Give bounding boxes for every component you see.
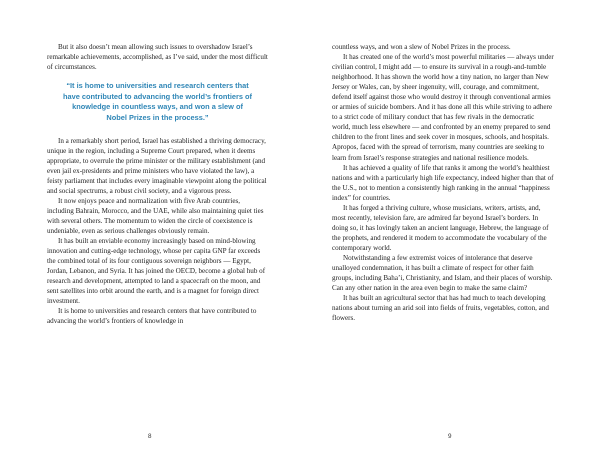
- page-number: 8: [148, 433, 152, 440]
- paragraph: It is home to universities and research centers that have contributed to advancing the world’s frontiers of knowledge in: [47, 307, 257, 326]
- paragraph: In a remarkably short period, Israel has established a thriving democracy, unique in the region, including a Supreme Court prepared, when it deems appropriate, to overrule the prime minister or the military establishment (and even jail ex-presidents and prime ministers who have violated the law), a feisty parliament that includes every imaginable viewpoint along the political and social spectrums, a robust civil society, and a vigorous press.: [47, 136, 267, 195]
- paragraph: countless ways, and won a slew of Nobel Prizes in the process.: [332, 43, 511, 51]
- paragraph: It has built an agricultural sector that has had much to teach developing nations about turning an arid soil into fields of fruits, vegetables, cotton, and flowers.: [332, 294, 549, 323]
- paragraph: It has created one of the world’s most powerful militaries — always under civilian control, I might add — to ensure its survival in a rough-and-tumble neighborhood. It has shown the world how a tiny nation, no larger than New Jersey or Wales, can, by sheer ingenuity, will, courage, and commitment, defend itself against those who would destroy it through conventional armies or armies of suicide bombers. And it has done all this while striving to adhere to a strict code of military conduct that has few rivals in the democratic world, much less elsewhere — and confronted by an enemy prepared to send children to the front lines and seek cover in mosques, schools, and hospitals. Apropos, faced with the spread of terrorism, many countries are seeking to learn from Israel’s response strategies and national resilience models.: [332, 53, 554, 162]
- paragraph: It has built an enviable economy increasingly based on mind-blowing innovation and cutting-edge technology, whose per capita GNP far exceeds the combined total of its four contiguous sovereign neighbors — Egypt, Jordan, Lebanon, and Syria. It has joined the OECD, become a global hub of research and development, attempted to land a spacecraft on the moon, and sent satellites into orbit around the earth, and is a magnet for foreign direct investment.: [47, 236, 266, 306]
- page-number: 9: [448, 433, 452, 440]
- left-text-column: [47, 42, 268, 326]
- paragraph: It has forged a thriving culture, whose musicians, writers, artists, and, most recently, television fare, are admired far beyond Israel’s borders. In doing so, it has lovingly taken an ancient language, Hebrew, the language of the prophets, and rendered it modern to accommodate the vocabulary of the contemporary world.: [332, 203, 549, 252]
- pull-quote: “It is home to universities and research centers that have contributed to advancing the world’s frontiers of knowledge in countless ways, and won a slew of Nobel Prizes in the process.”: [62, 81, 253, 122]
- paragraph: It now enjoys peace and normalization with five Arab countries, including Bahrain, Morocco, and the UAE, while also maintaining quiet ties with several others. The momentum to widen the circle of coexistence is undeniable, even as serious challenges obviously remain.: [47, 196, 264, 235]
- paragraph: Notwithstanding a few extremist voices of intolerance that deserve unalloyed condemnation, it has built a climate of respect for other faith groups, including Baha’i, Christianity, and Islam, and their places of worship. Can any other nation in the area even begin to make the same claim?: [332, 253, 553, 293]
- paragraph: It has achieved a quality of life that ranks it among the world’s healthiest nations and with a particularly high life expectancy, indeed higher than that of the U.S., not to mention a consistently high ranking in the annual “happiness index” for countries.: [332, 163, 554, 202]
- paragraph: But it also doesn’t mean allowing such issues to overshadow Israel’s remarkable achievements, accomplished, as I’ve said, under the most difficult of circumstances.: [47, 43, 268, 72]
- right-text-column: [332, 42, 554, 323]
